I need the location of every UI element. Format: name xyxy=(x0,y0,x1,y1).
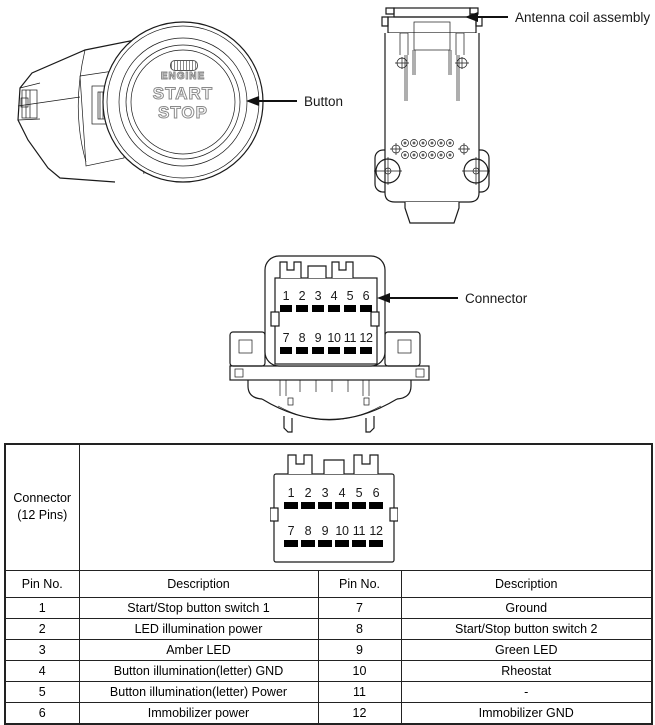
description-cell: Rheostat xyxy=(401,660,652,681)
pin-5 xyxy=(351,487,368,509)
pin-1 xyxy=(278,290,294,312)
pin-8 xyxy=(300,525,317,547)
description-cell: Immobilizer GND xyxy=(401,702,652,724)
pin-slot xyxy=(360,347,372,354)
left-arrow-icon xyxy=(246,96,259,106)
pin-5 xyxy=(342,290,358,312)
pin-slot xyxy=(369,502,383,509)
pin-slot xyxy=(344,305,356,312)
connector-graphic-cell xyxy=(79,444,652,570)
pin-3 xyxy=(317,487,334,509)
pin-slot xyxy=(344,347,356,354)
pin-4 xyxy=(334,487,351,509)
table-row xyxy=(5,597,652,618)
pin-slot xyxy=(352,540,366,547)
antenna-coil-assembly-drawing xyxy=(372,3,492,225)
pin-6 xyxy=(358,290,374,312)
pin-9 xyxy=(310,332,326,354)
description-cell: Ground xyxy=(401,597,652,618)
pin-12 xyxy=(358,332,374,354)
table-row xyxy=(5,639,652,660)
pin-slot xyxy=(296,347,308,354)
connector-graphic-row xyxy=(5,444,652,570)
connector-pinout-drawing xyxy=(270,450,398,564)
connector-figure xyxy=(222,248,437,433)
description-cell: Start/Stop button switch 1 xyxy=(79,597,318,618)
pin-number: 11 xyxy=(343,331,357,345)
pin-no-cell: 10 xyxy=(318,660,401,681)
connector-callout xyxy=(377,291,527,305)
pin-number: 6 xyxy=(372,486,380,501)
pin-number: 4 xyxy=(330,289,338,303)
pin-no-cell: 5 xyxy=(5,681,79,702)
button-callout-label: Button xyxy=(304,93,344,109)
pin-10 xyxy=(326,332,342,354)
table-row xyxy=(5,681,652,702)
connector-pin-row-top xyxy=(283,487,385,509)
button-face-line-engine: ENGINE xyxy=(160,71,206,82)
pin-7 xyxy=(278,332,294,354)
pin-slot xyxy=(280,347,292,354)
table-row xyxy=(5,660,652,681)
pinout-table xyxy=(4,443,653,725)
pin-slot xyxy=(312,347,324,354)
pin-number: 10 xyxy=(327,331,341,345)
pin-number: 2 xyxy=(304,486,312,501)
pin-8 xyxy=(294,332,310,354)
pin-no-cell: 3 xyxy=(5,639,79,660)
column-header: Description xyxy=(401,570,652,597)
pin-number: 12 xyxy=(369,524,383,539)
pin-9 xyxy=(317,525,334,547)
pin-6 xyxy=(368,487,385,509)
pin-slot xyxy=(301,502,315,509)
pin-slot xyxy=(312,305,324,312)
connector-callout-label: Connector xyxy=(465,290,528,306)
pin-1 xyxy=(283,487,300,509)
pin-slot xyxy=(301,540,315,547)
pin-number: 5 xyxy=(346,289,354,303)
pin-no-cell: 8 xyxy=(318,618,401,639)
pin-slot xyxy=(328,305,340,312)
antenna-callout xyxy=(465,10,650,24)
description-cell: Immobilizer power xyxy=(79,702,318,724)
pin-number: 12 xyxy=(359,331,373,345)
connector-label-line1: Connector xyxy=(13,491,72,506)
left-arrow-icon xyxy=(465,12,478,22)
pin-11 xyxy=(351,525,368,547)
description-cell: Start/Stop button switch 2 xyxy=(401,618,652,639)
pin-number: 4 xyxy=(338,486,346,501)
column-header: Pin No. xyxy=(5,570,79,597)
button-assembly-figure xyxy=(8,10,300,208)
pin-no-cell: 12 xyxy=(318,702,401,724)
pin-number: 2 xyxy=(298,289,306,303)
pin-number: 7 xyxy=(282,331,290,345)
pin-no-cell: 4 xyxy=(5,660,79,681)
antenna-callout-label: Antenna coil assembly xyxy=(515,9,651,25)
pin-2 xyxy=(294,290,310,312)
pin-slot xyxy=(360,305,372,312)
description-cell: LED illumination power xyxy=(79,618,318,639)
description-cell: Button illumination(letter) GND xyxy=(79,660,318,681)
pin-number: 10 xyxy=(335,524,349,539)
pin-slot xyxy=(284,502,298,509)
pin-slot xyxy=(318,502,332,509)
pin-no-cell: 9 xyxy=(318,639,401,660)
pin-no-cell: 11 xyxy=(318,681,401,702)
column-header: Pin No. xyxy=(318,570,401,597)
table-row xyxy=(5,702,652,724)
pin-no-cell: 2 xyxy=(5,618,79,639)
pin-number: 5 xyxy=(355,486,363,501)
table-header-row xyxy=(5,570,652,597)
pin-slot xyxy=(335,502,349,509)
pin-7 xyxy=(283,525,300,547)
left-arrow-icon xyxy=(377,293,390,303)
pin-slot xyxy=(280,305,292,312)
callout-line xyxy=(478,16,508,18)
description-cell: Green LED xyxy=(401,639,652,660)
connector-pin-row-bottom xyxy=(278,332,374,354)
pin-no-cell: 1 xyxy=(5,597,79,618)
callout-line xyxy=(259,100,297,102)
pin-number: 1 xyxy=(282,289,290,303)
pin-no-cell: 6 xyxy=(5,702,79,724)
pin-4 xyxy=(326,290,342,312)
pin-slot xyxy=(328,347,340,354)
pin-number: 8 xyxy=(304,524,312,539)
pin-no-cell: 7 xyxy=(318,597,401,618)
connector-label-line2: (12 Pins) xyxy=(17,508,68,523)
button-face-line-stop: STOP xyxy=(158,103,208,122)
description-cell: Button illumination(letter) Power xyxy=(79,681,318,702)
column-header: Description xyxy=(79,570,318,597)
pin-number: 6 xyxy=(362,289,370,303)
button-face-text xyxy=(123,70,243,122)
pin-slot xyxy=(296,305,308,312)
pin-slot xyxy=(284,540,298,547)
connector-pin-row-top xyxy=(278,290,374,312)
pin-number: 11 xyxy=(352,524,366,539)
callout-line xyxy=(390,297,458,299)
pin-number: 1 xyxy=(287,486,295,501)
button-face-line-start: START xyxy=(152,84,214,103)
pin-2 xyxy=(300,487,317,509)
connector-pins-label xyxy=(5,444,79,570)
pin-12 xyxy=(368,525,385,547)
antenna-coil-assembly-figure xyxy=(372,3,492,225)
pin-number: 9 xyxy=(314,331,322,345)
pin-number: 3 xyxy=(321,486,329,501)
pin-slot xyxy=(352,502,366,509)
description-cell: Amber LED xyxy=(79,639,318,660)
button-callout xyxy=(246,94,343,108)
table-row xyxy=(5,618,652,639)
description-cell: - xyxy=(401,681,652,702)
pin-slot xyxy=(318,540,332,547)
pin-3 xyxy=(310,290,326,312)
pin-slot xyxy=(369,540,383,547)
pin-slot xyxy=(335,540,349,547)
pin-number: 8 xyxy=(298,331,306,345)
pin-number: 7 xyxy=(287,524,295,539)
pin-10 xyxy=(334,525,351,547)
pin-number: 3 xyxy=(314,289,322,303)
connector-pin-row-bottom xyxy=(283,525,385,547)
pin-number: 9 xyxy=(321,524,329,539)
pin-11 xyxy=(342,332,358,354)
